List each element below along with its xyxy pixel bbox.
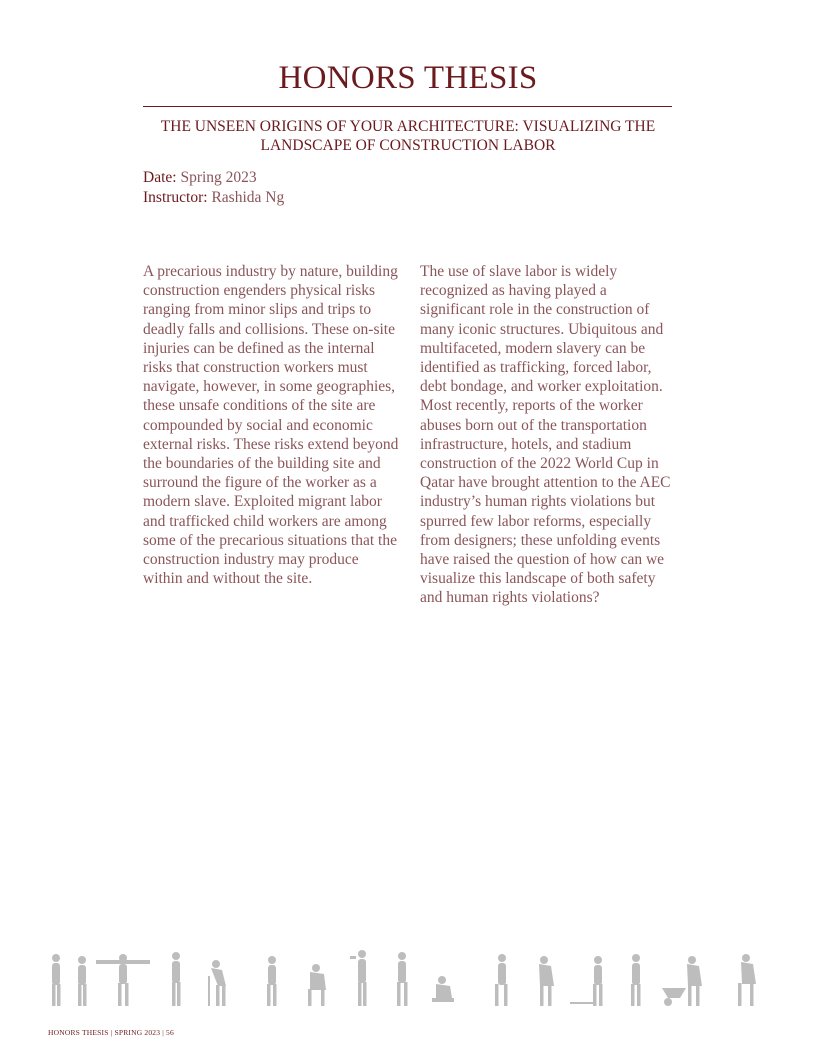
- page-footer: HONORS THESIS | SPRING 2023 | 56: [48, 1028, 174, 1037]
- date-value: Spring 2023: [180, 169, 257, 186]
- instructor-line: [143, 188, 284, 208]
- thesis-meta: [143, 168, 284, 207]
- body-paragraph-left: A precarious industry by nature, building construction engenders physical risks ranging from minor slips and trips to deadly falls and collisions. These on-site injuries can be defined as the internal risks that construction workers must navigate, however, in some geographies, these unsafe conditions of the site are compounded by social and economic external risks. These risks extend beyond the boundaries of the building site and surround the figure of the worker as a modern slave. Exploited migrant labor and trafficked child workers are among some of the precarious situations that the construction industry may produce within and without the site.: [143, 263, 399, 588]
- instructor-value: Rashida Ng: [211, 188, 285, 206]
- page-title: HONORS THESIS: [278, 60, 538, 96]
- date-label: Date:: [143, 169, 177, 186]
- instructor-label: Instructor:: [143, 188, 208, 206]
- body-paragraph-right: The use of slave labor is widely recognized as having played a significant role in the construction of many iconic structures. Ubiquitous and multifaceted, modern slavery can be identified as trafficking, forced labor, debt bondage, and worker exploitation. Most recently, reports of the worker abuses born out of the transportation infrastructure, hotels, and stadium construction of the 2022 World Cup in Qatar have brought attention to the AEC industry’s human rights violations but spurred few labor reforms, especially from designers; these unfolding events have raised the question of how can we visualize this landscape of both safety and human rights violations?: [420, 263, 671, 607]
- construction-worker-silhouettes-icon: [40, 946, 776, 1010]
- thesis-subtitle: THE UNSEEN ORIGINS OF YOUR ARCHITECTURE: VISUALIZING THE LANDSCAPE OF CONSTRUCTION LABOR: [160, 118, 656, 154]
- body-column-right: [420, 262, 673, 608]
- title-divider: [143, 106, 672, 107]
- body-column-left: [143, 262, 401, 588]
- date-line: [143, 168, 284, 188]
